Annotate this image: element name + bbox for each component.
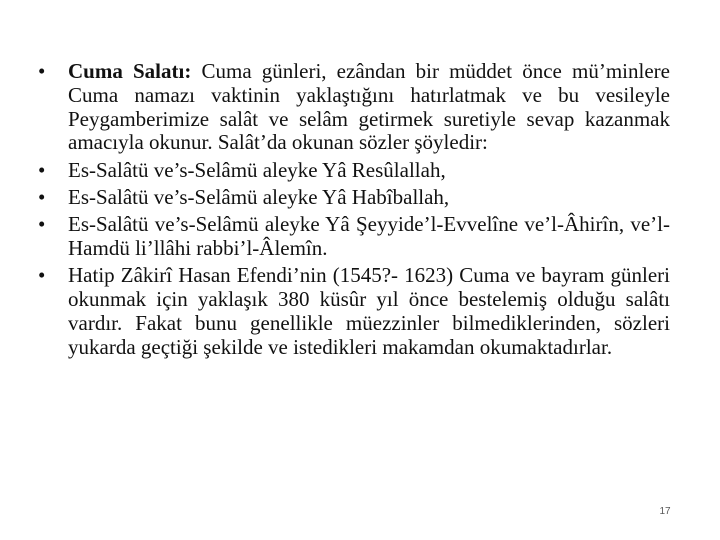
bullet-text: Es-Salâtü ve’s-Selâmü aleyke Yâ Resûlallah, — [68, 157, 446, 182]
bullet-text: Es-Salâtü ve’s-Selâmü aleyke Yâ Şeyyide’l-Evvelîne ve’l-Âhirîn, ve’l-Hamdü li’llâhi rabbi’l-Âlemîn. — [68, 212, 670, 261]
page-number: 17 — [659, 506, 671, 517]
bullet-list — [38, 60, 670, 363]
bullet-text: Hatip Zâkirî Hasan Efendi’nin (1545?- 1623) Cuma ve bayram günleri okunmak için yaklaşık 380 küsûr yıl önce bestelemiş olduğu salâtı vardır. Fakat bunu genellikle müezzinler bilmediklerinden, sözleri yukarda geçtiği şekilde ve istedikleri makamdan okumaktadırlar. — [68, 263, 670, 359]
bullet-item — [38, 159, 670, 183]
bullet-icon: • — [38, 212, 46, 237]
bullet-item — [38, 264, 670, 359]
bullet-text: Cuma günleri, ezândan bir müddet önce mü’minlere Cuma namazı vaktinin yaklaştığını hatırlatmak ve bu vesileyle Peygamberimize salât ve selâm getirmek suretiyle sevap kazanmak amacıyla okunur. Salât’da okunan sözler şöyledir: — [68, 59, 670, 155]
bullet-heading: Cuma Salatı: — [68, 59, 192, 83]
bullet-icon: • — [38, 263, 46, 288]
bullet-icon: • — [38, 157, 46, 182]
bullet-icon: • — [38, 59, 46, 83]
bullet-item — [38, 213, 670, 261]
bullet-icon: • — [38, 184, 46, 209]
bullet-item — [38, 60, 670, 155]
bullet-text: Es-Salâtü ve’s-Selâmü aleyke Yâ Habîballah, — [68, 184, 450, 209]
bullet-item — [38, 186, 670, 210]
